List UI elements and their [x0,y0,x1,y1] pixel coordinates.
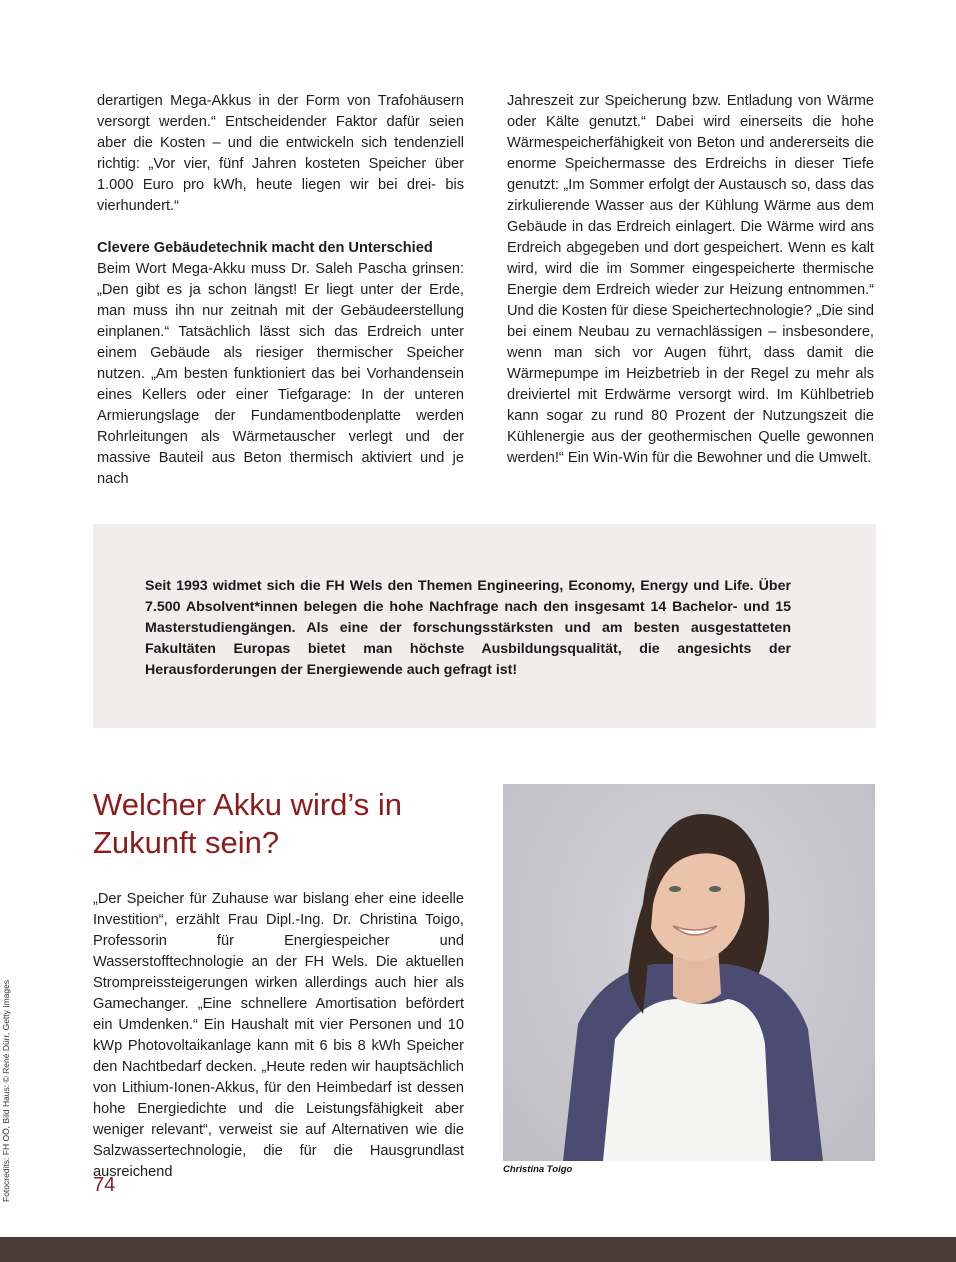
paragraph: Beim Wort Mega-Akku muss Dr. Saleh Pascha grinsen: „Den gibt es ja schon längst! Er liegt unter der Erde, man muss ihn nur zeitnah mit der Gebäudeerstellung einplanen.“ Tatsächlich lässt sich das Erdreich unter einem Gebäude als riesiger thermischer Speicher nutzen. „Am besten funktioniert das bei Vorhandensein eines Kellers oder einer Tiefgarage: In der unteren Armierungslage der Fundamentbodenplatte werden Rohrleitungen als Wärmetauscher verlegt und der massive Bauteil aus Beton thermisch aktiviert und je nach [97,261,464,487]
left-column-top [97,91,464,490]
photo-caption: Christina Toigo [503,1164,573,1175]
info-box-text: Seit 1993 widmet sich die FH Wels den Themen Engineering, Economy, Energy und Life. Über 7.500 Absolvent*innen belegen die hohe Nachfrage nach den insgesamt 14 Bachelor- und 15 Masterstudiengängen. Als eine der forschungsstärksten und am besten ausgestatteten Fakultäten Europas bietet man höchste Ausbildungsqualität, die angesichts der Herausforderungen der Energiewende auch gefragt ist! [145,578,791,678]
photo-credits: Fotocredits: FH OÖ, Bild Haus: © René Dürr, Getty Images [1,979,11,1202]
right-column-top [507,91,874,469]
paragraph: Jahreszeit zur Speicherung bzw. Entladung von Wärme oder Kälte genutzt.“ Dabei wird einerseits die hohe Wärmespeicherfähigkeit von Beton und andererseits die enorme Speichermasse des Erdreichs in dieser Tiefe genutzt: „Im Sommer erfolgt der Austausch so, dass das zirkulierende Wasser aus der Kühlung Wärme aus dem Gebäude in das Erdreich einlagert. Die Wärme wird ans Erdreich abgegeben und dort gespeichert. Wenn es kalt wird, wird die im Sommer eingespeicherte thermische Energie dem Erdreich wieder zur Heizung entnommen.“ Und die Kosten für diese Speichertechnologie? „Die sind bei einem Neubau zu vernachlässigen – insbesondere, wenn man sich vor Augen führt, dass damit die Wärmepumpe im Heizbetrieb in der Regel zu mehr als dreiviertel mit Erdwärme versorgt wird. Im Kühlbetrieb kann sogar zu rund 80 Prozent der Nutzungszeit die Kühlenergie aus der geothermischen Quelle gewonnen werden!“ Ein Win-Win für die Bewohner und die Umwelt. [507,93,874,466]
footer-bar [0,1237,956,1262]
portrait-illustration-icon [503,784,875,1161]
paragraph: derartigen Mega-Akkus in der Form von Trafohäusern versorgt werden.“ Entscheidender Faktor dafür seien aber die Kosten – und die entwickeln sich tendenziell richtig: „Vor vier, fünf Jahren kosteten Speicher über 1.000 Euro pro kWh, heute liegen wir bei drei- bis vierhundert.“ [97,93,464,214]
subheading: Clevere Gebäudetechnik macht den Unterschied [97,240,433,256]
section-headline: Welcher Akku wird’s in Zukunft sein? [93,787,402,860]
paragraph: „Der Speicher für Zuhause war bislang eher eine ideelle Investition“, erzählt Frau Dipl.-Ing. Dr. Christina Toigo, Professorin für Energiespeicher und Wasserstofftechnologie an der FH Wels. Die aktuellen Strompreissteigerungen wirken allerdings auch hier als Gamechanger. „Eine schnellere Amortisation befördert ein Umdenken.“ Ein Haushalt mit vier Personen und 10 kWp Photovoltaikanlage kann mit 6 bis 8 kWh Speicher den Nachtbedarf decken. „Heute reden wir hauptsächlich von Lithium-Ionen-Akkus, für den Heimbedarf ist dessen hohe Energiedichte und die Leistungsfähigkeit aber weniger relevant“, verweist sie auf Alternativen wie die Salzwassertechnologie, die für die Hausgrundlast ausreichend [93,891,464,1180]
portrait-photo [503,784,875,1161]
left-column-bottom [93,889,464,1183]
page-number: 74 [93,1174,116,1196]
info-box [93,524,876,728]
